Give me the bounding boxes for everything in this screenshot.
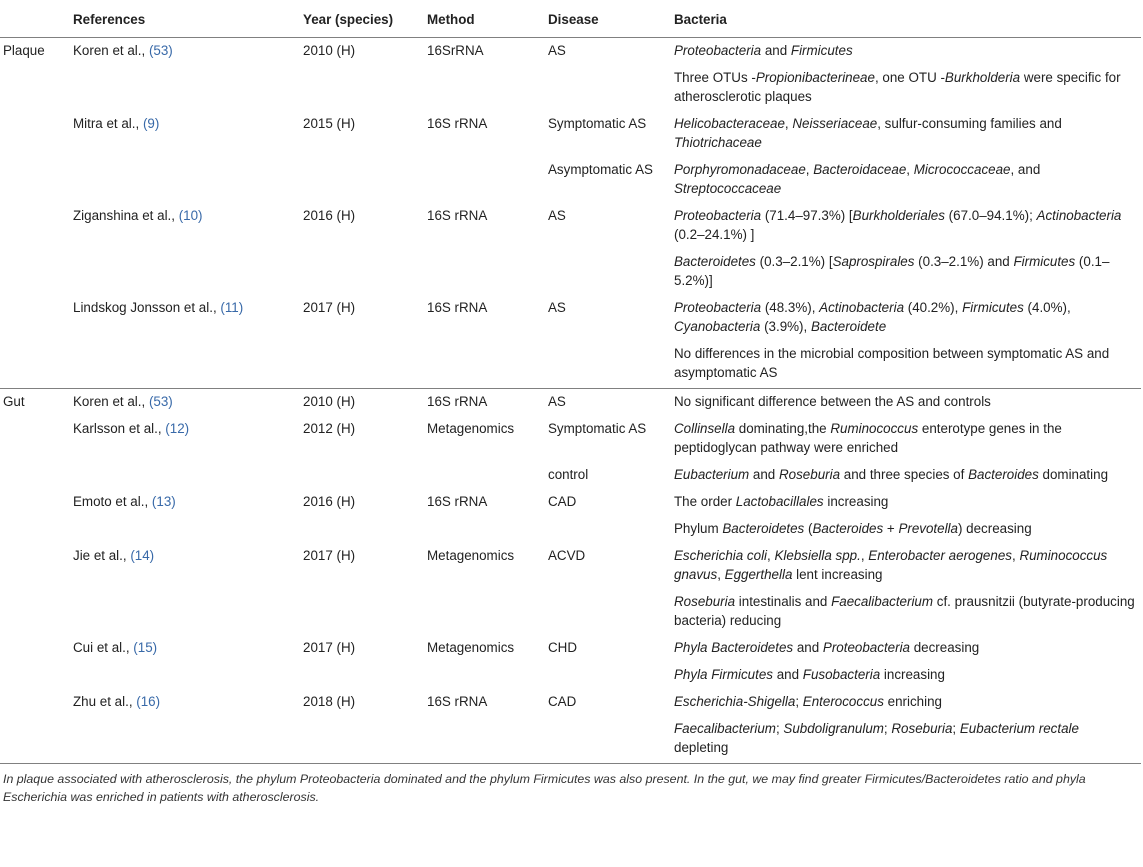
- reference-link[interactable]: (10): [178, 208, 203, 223]
- bacteria-text: were specific for atherosclerotic plaques: [674, 70, 1121, 104]
- taxon-name: Collinsella: [674, 421, 736, 436]
- cell-bacteria: [670, 157, 1141, 203]
- bacteria-text: dominating: [1038, 467, 1109, 482]
- bacteria-text: lent increasing: [792, 567, 883, 582]
- cell-year: 2016 (H): [303, 208, 356, 223]
- cell-year: 2010 (H): [303, 394, 356, 409]
- table-row: [0, 157, 1141, 203]
- bacteria-text: intestinalis and: [735, 594, 832, 609]
- taxon-name: Actinobacteria: [819, 300, 905, 315]
- taxon-name: Eubacterium: [674, 467, 750, 482]
- bacteria-text: , sulfur-consuming families and: [877, 116, 1062, 131]
- bacteria-text: increasing: [823, 494, 889, 509]
- taxon-name: Proteobacteria: [822, 640, 910, 655]
- taxon-name: Streptococcaceae: [674, 181, 782, 196]
- cell-reference: [69, 662, 299, 689]
- bacteria-text: (: [804, 521, 813, 536]
- taxon-name: Prevotella: [898, 521, 958, 536]
- taxon-name: Helicobacteraceae: [674, 116, 785, 131]
- taxon-name: Roseburia: [674, 594, 736, 609]
- cell-site: [0, 516, 69, 543]
- bacteria-text: , one OTU -: [874, 70, 945, 85]
- cell-site: [0, 295, 69, 341]
- cell-bacteria: [670, 341, 1141, 389]
- cell-disease: Symptomatic AS: [548, 421, 647, 436]
- table-footnote: In plaque associated with atherosclerosis, the phylum Proteobacteria dominated and the phylum Firmicutes was also present. In the gut, we may find greater Firmicutes/Bacteroidetes ratio and phyla Escherichia was enriched in patients with atherosclerosis.: [3, 772, 1086, 804]
- bacteria-text: enriching: [883, 694, 942, 709]
- cell-site: [0, 589, 69, 635]
- taxon-name: Burkholderiales: [852, 208, 945, 223]
- taxon-name: Bacteroidete: [810, 319, 887, 334]
- cell-method: [423, 157, 544, 203]
- cell-disease: CAD: [548, 494, 577, 509]
- bacteria-text: (3.9%),: [760, 319, 811, 334]
- cell-year: [299, 157, 423, 203]
- cell-reference: [69, 111, 299, 157]
- bacteria-text: ;: [952, 721, 960, 736]
- cell-reference: [69, 65, 299, 111]
- cell-method: [423, 716, 544, 764]
- table-row: [0, 662, 1141, 689]
- cell-reference: [69, 157, 299, 203]
- taxon-name: Subdoligranulum: [783, 721, 884, 736]
- cell-site: [0, 462, 69, 489]
- taxon-name: Phyla Bacteroidetes: [674, 640, 794, 655]
- cell-method: [423, 516, 544, 543]
- cell-disease: [544, 341, 670, 389]
- cell-disease: control: [548, 467, 589, 482]
- cell-bacteria: [670, 635, 1141, 662]
- bacteria-text: ;: [795, 694, 803, 709]
- cell-reference: [69, 589, 299, 635]
- table-row: [0, 716, 1141, 764]
- cell-method: [423, 662, 544, 689]
- cell-reference: [69, 516, 299, 543]
- taxon-name: Eggerthella: [724, 567, 793, 582]
- cell-reference: [69, 203, 299, 249]
- bacteria-text: and three species of: [840, 467, 969, 482]
- cell-bacteria: [670, 203, 1141, 249]
- cell-disease: [544, 662, 670, 689]
- cell-disease: AS: [548, 300, 566, 315]
- table-row: [0, 689, 1141, 716]
- bacteria-text: The order: [674, 494, 736, 509]
- bacteria-text: dominating,the: [735, 421, 831, 436]
- cell-reference: [69, 489, 299, 516]
- bacteria-text: and: [772, 667, 803, 682]
- reference-author: Ziganshina et al.,: [73, 208, 179, 223]
- cell-year: [299, 462, 423, 489]
- bacteria-text: and: [761, 43, 791, 58]
- bacteria-text: ,: [767, 548, 775, 563]
- bacteria-text: +: [883, 521, 899, 536]
- cell-reference: [69, 716, 299, 764]
- table-row: [0, 489, 1141, 516]
- reference-link[interactable]: (15): [133, 640, 158, 655]
- cell-year: 2016 (H): [303, 494, 356, 509]
- taxon-name: Faecalibacterium: [831, 594, 934, 609]
- cell-bacteria: [670, 689, 1141, 716]
- cell-bacteria: [670, 389, 1141, 417]
- cell-bacteria: [670, 543, 1141, 589]
- cell-method: Metagenomics: [427, 421, 515, 436]
- bacteria-text: ,: [1011, 548, 1020, 563]
- bacteria-text: ;: [775, 721, 784, 736]
- bacteria-text: (71.4–97.3%) [: [761, 208, 853, 223]
- cell-site: [0, 65, 69, 111]
- taxon-name: Proteobacteria: [674, 300, 762, 315]
- taxon-name: Roseburia: [778, 467, 841, 482]
- reference-link[interactable]: (11): [220, 300, 244, 315]
- cell-reference: [69, 689, 299, 716]
- cell-site: [0, 203, 69, 249]
- table-row: [0, 389, 1141, 417]
- bacteria-text: and: [749, 467, 779, 482]
- cell-year: [299, 249, 423, 295]
- cell-reference: [69, 416, 299, 462]
- reference-author: Zhu et al.,: [73, 694, 137, 709]
- cell-disease: AS: [548, 43, 566, 58]
- table-body: [0, 38, 1141, 764]
- bacteria-text: increasing: [880, 667, 945, 682]
- taxon-name: Lactobacillales: [735, 494, 824, 509]
- taxon-name: Ruminococcus gnavus: [674, 548, 1108, 582]
- cell-method: Metagenomics: [427, 640, 515, 655]
- cell-bacteria: [670, 38, 1141, 66]
- taxon-name: Bacteroides: [968, 467, 1039, 482]
- reference-author: Cui et al.,: [73, 640, 134, 655]
- taxon-name: Porphyromonadaceae: [674, 162, 806, 177]
- reference-author: Koren et al.,: [73, 43, 149, 58]
- taxon-name: Enterococcus: [802, 694, 884, 709]
- bacteria-text: (48.3%),: [761, 300, 820, 315]
- cell-site: [0, 662, 69, 689]
- cell-disease: Symptomatic AS: [548, 116, 647, 131]
- cell-method: [423, 249, 544, 295]
- cell-disease: [544, 589, 670, 635]
- cell-site: Plaque: [3, 43, 45, 58]
- bacteria-text: enterotype genes in the peptidoglycan pathway were enriched: [674, 421, 1062, 455]
- bacteria-text: (0.3–2.1%) [: [755, 254, 833, 269]
- reference-author: Lindskog Jonsson et al.,: [73, 300, 221, 315]
- bacteria-text: cf. prausnitzii (butyrate-producing bacteria) reducing: [674, 594, 1135, 628]
- taxon-name: Cyanobacteria: [674, 319, 761, 334]
- table-row: [0, 65, 1141, 111]
- cell-method: [423, 589, 544, 635]
- bacteria-text: depleting: [674, 740, 729, 755]
- taxon-name: Escherichia-Shigella: [674, 694, 796, 709]
- taxon-name: Firmicutes: [790, 43, 853, 58]
- cell-disease: CAD: [548, 694, 577, 709]
- cell-method: Metagenomics: [427, 548, 515, 563]
- header-bacteria: Bacteria: [670, 0, 1141, 38]
- cell-disease: CHD: [548, 640, 578, 655]
- reference-link[interactable]: (13): [151, 494, 176, 509]
- table-row: [0, 416, 1141, 462]
- taxon-name: Klebsiella spp.: [774, 548, 861, 563]
- cell-disease: [544, 65, 670, 111]
- taxon-name: Eubacterium rectale: [959, 721, 1079, 736]
- taxon-name: Firmicutes: [1013, 254, 1076, 269]
- header-row: [0, 0, 1141, 38]
- header-method: Method: [423, 0, 544, 38]
- taxon-name: Saprospirales: [832, 254, 915, 269]
- cell-bacteria: [670, 716, 1141, 764]
- table-row: [0, 203, 1141, 249]
- table-row: [0, 111, 1141, 157]
- taxon-name: Bacteroidetes: [722, 521, 805, 536]
- cell-bacteria: [670, 295, 1141, 341]
- bacteria-text: decreasing: [910, 640, 980, 655]
- cell-site: [0, 489, 69, 516]
- cell-reference: [69, 389, 299, 417]
- cell-year: [299, 65, 423, 111]
- bacteria-text: ,: [717, 567, 725, 582]
- cell-disease: ACVD: [548, 548, 586, 563]
- cell-site: [0, 341, 69, 389]
- taxon-name: Fusobacteria: [802, 667, 881, 682]
- reference-link[interactable]: (9): [142, 116, 160, 131]
- reference-author: Emoto et al.,: [73, 494, 152, 509]
- taxon-name: Proteobacteria: [674, 43, 762, 58]
- bacteria-text: ,: [906, 162, 914, 177]
- table-row: [0, 295, 1141, 341]
- table-row: [0, 462, 1141, 489]
- cell-site: [0, 416, 69, 462]
- cell-year: 2012 (H): [303, 421, 356, 436]
- cell-reference: [69, 38, 299, 66]
- cell-site: [0, 249, 69, 295]
- taxon-name: Bacteroidetes: [674, 254, 756, 269]
- table-row: [0, 543, 1141, 589]
- bacteria-text: (0.1–5.2%)]: [674, 254, 1110, 288]
- bacteria-text: ,: [805, 162, 814, 177]
- cell-site: Gut: [3, 394, 25, 409]
- taxon-name: Bacteroides: [812, 521, 884, 536]
- cell-reference: [69, 249, 299, 295]
- cell-reference: [69, 635, 299, 662]
- cell-year: [299, 341, 423, 389]
- cell-site: [0, 689, 69, 716]
- bacteria-text: Phylum: [674, 521, 723, 536]
- cell-year: 2010 (H): [303, 43, 356, 58]
- reference-link[interactable]: (12): [165, 421, 190, 436]
- cell-year: [299, 716, 423, 764]
- bacteria-text: ,: [860, 548, 869, 563]
- cell-year: 2015 (H): [303, 116, 356, 131]
- taxon-name: Faecalibacterium: [674, 721, 776, 736]
- bacteria-text: (67.0–94.1%);: [944, 208, 1037, 223]
- reference-link[interactable]: (53): [148, 394, 173, 409]
- cell-bacteria: [670, 662, 1141, 689]
- cell-reference: [69, 462, 299, 489]
- cell-site: [0, 157, 69, 203]
- cell-site: [0, 716, 69, 764]
- table-row: [0, 341, 1141, 389]
- cell-bacteria: [670, 249, 1141, 295]
- taxon-name: Propionibacterineae: [755, 70, 875, 85]
- cell-year: 2017 (H): [303, 548, 356, 563]
- cell-method: [423, 65, 544, 111]
- bacteria-text: (0.2–24.1%) ]: [674, 227, 755, 242]
- cell-bacteria: [670, 462, 1141, 489]
- cell-disease: [544, 516, 670, 543]
- reference-link[interactable]: (14): [130, 548, 155, 563]
- bacteria-text: (40.2%),: [904, 300, 963, 315]
- taxon-name: Proteobacteria: [674, 208, 762, 223]
- cell-bacteria: [670, 65, 1141, 111]
- cell-method: 16S rRNA: [427, 494, 488, 509]
- cell-method: 16S rRNA: [427, 394, 488, 409]
- cell-bacteria: [670, 416, 1141, 462]
- reference-link[interactable]: (53): [148, 43, 173, 58]
- cell-bacteria: [670, 589, 1141, 635]
- table-row: [0, 516, 1141, 543]
- cell-method: 16SrRNA: [427, 43, 484, 58]
- cell-method: [423, 462, 544, 489]
- reference-author: Koren et al.,: [73, 394, 149, 409]
- cell-disease: [544, 249, 670, 295]
- header-site: [0, 0, 69, 38]
- cell-bacteria: [670, 516, 1141, 543]
- cell-site: [0, 543, 69, 589]
- cell-year: 2017 (H): [303, 300, 356, 315]
- cell-bacteria: [670, 111, 1141, 157]
- reference-author: Jie et al.,: [73, 548, 131, 563]
- bacteria-text: ,: [784, 116, 793, 131]
- taxon-name: Neisseriaceae: [792, 116, 878, 131]
- taxon-name: Ruminococcus: [830, 421, 919, 436]
- cell-method: 16S rRNA: [427, 208, 488, 223]
- cell-site: [0, 635, 69, 662]
- taxon-name: Enterobacter aerogenes: [868, 548, 1012, 563]
- cell-method: 16S rRNA: [427, 300, 488, 315]
- taxon-name: Bacteroidaceae: [813, 162, 907, 177]
- bacteria-text: (0.3–2.1%) and: [914, 254, 1014, 269]
- cell-method: 16S rRNA: [427, 116, 488, 131]
- cell-disease: AS: [548, 208, 566, 223]
- cell-year: [299, 589, 423, 635]
- table-row: [0, 38, 1141, 66]
- taxon-name: Thiotrichaceae: [674, 135, 762, 150]
- bacteria-text: Three OTUs -: [674, 70, 756, 85]
- cell-year: [299, 516, 423, 543]
- header-disease: Disease: [544, 0, 670, 38]
- cell-disease: Asymptomatic AS: [548, 162, 653, 177]
- reference-link[interactable]: (16): [136, 694, 161, 709]
- cell-reference: [69, 543, 299, 589]
- cell-year: [299, 662, 423, 689]
- cell-reference: [69, 295, 299, 341]
- bacteria-text: , and: [1010, 162, 1041, 177]
- bacteria-text: and: [793, 640, 823, 655]
- reference-author: Karlsson et al.,: [73, 421, 166, 436]
- bacteria-text: No differences in the microbial composition between symptomatic AS and asymptomatic AS: [674, 346, 1110, 380]
- taxon-name: Phyla Firmicutes: [674, 667, 773, 682]
- cell-year: 2018 (H): [303, 694, 356, 709]
- bacteria-text: No significant difference between the AS and controls: [674, 394, 991, 409]
- cell-method: [423, 341, 544, 389]
- cell-bacteria: [670, 489, 1141, 516]
- table-row: [0, 249, 1141, 295]
- table-row: [0, 635, 1141, 662]
- cell-year: 2017 (H): [303, 640, 356, 655]
- cell-site: [0, 111, 69, 157]
- taxon-name: Escherichia coli: [674, 548, 768, 563]
- table-row: [0, 589, 1141, 635]
- taxon-name: Firmicutes: [962, 300, 1024, 315]
- bacteria-text: ;: [883, 721, 892, 736]
- taxon-name: Roseburia: [891, 721, 953, 736]
- taxon-name: Burkholderia: [944, 70, 1021, 85]
- cell-reference: [69, 341, 299, 389]
- cell-disease: [544, 716, 670, 764]
- header-references: References: [69, 0, 299, 38]
- bacteria-text: (4.0%),: [1023, 300, 1071, 315]
- taxon-name: Micrococcaceae: [913, 162, 1011, 177]
- bacteria-text: ) decreasing: [957, 521, 1032, 536]
- taxon-name: Actinobacteria: [1036, 208, 1122, 223]
- reference-author: Mitra et al.,: [73, 116, 143, 131]
- cell-method: 16S rRNA: [427, 694, 488, 709]
- header-year: Year (species): [299, 0, 423, 38]
- cell-disease: AS: [548, 394, 566, 409]
